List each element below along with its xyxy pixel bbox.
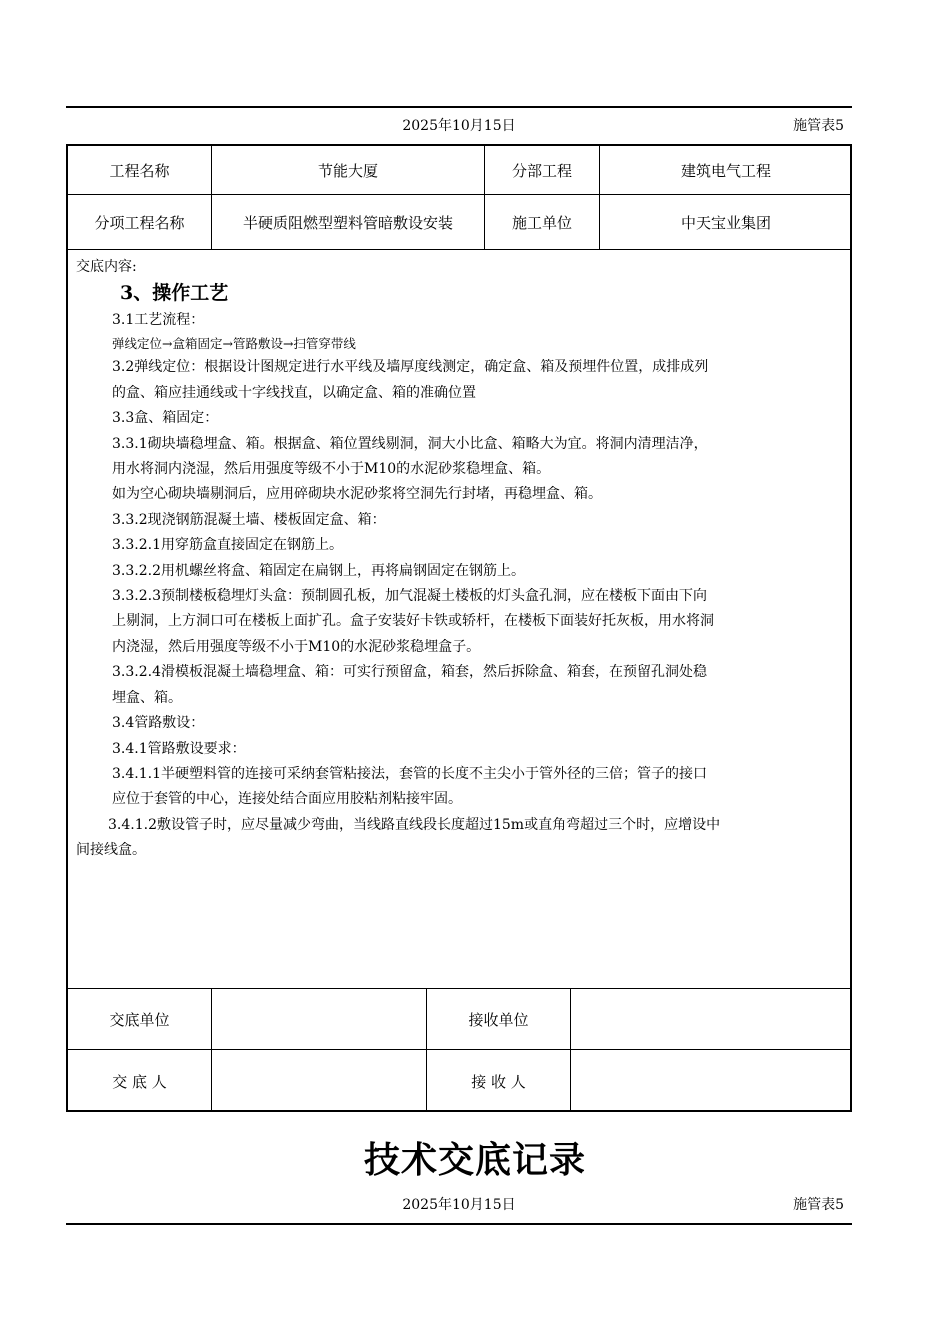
content-line: 3.4.1管路敷设要求： xyxy=(112,740,246,757)
content-line: 3.4.1.1半硬塑料管的连接可采纳套管粘接法，套管的长度不主尖小于管外径的三倍；管子的接口 xyxy=(112,765,707,782)
content-line: 3.3.2.4滑模板混凝土墙稳埋盒、箱：可实行预留盒，箱套，然后拆除盒、箱套，在预留孔洞处稳 xyxy=(112,664,707,681)
content-line: 3.3盒、箱固定： xyxy=(112,410,219,427)
division-label: 分部工程 xyxy=(511,161,572,180)
row-divider xyxy=(68,249,850,250)
header-form-number: 施管表5 xyxy=(793,118,844,134)
document-title: 技术交底记录 xyxy=(363,1140,586,1181)
content-line: 用水将洞内浇湿，然后用强度等级不小于M10的水泥砂浆稳埋盒、箱。 xyxy=(112,461,551,478)
issuer-signature-field[interactable] xyxy=(212,1050,426,1112)
contractor-label: 施工单位 xyxy=(511,213,572,232)
disclosure-form xyxy=(66,144,852,1112)
content-line: 上剔洞，上方洞口可在楼板上面扩孔。盒子安装好卡铁或轿杆，在楼板下面装好托灰板，用水将洞 xyxy=(112,613,714,630)
issuer-unit-field[interactable] xyxy=(212,989,426,1049)
top-rule xyxy=(66,106,852,108)
content-line: 3.3.2.3预制楼板稳埋灯头盒：预制圆孔板，加气混凝土楼板的灯头盒孔洞，应在楼板下面由下向 xyxy=(112,588,707,605)
content-line: 应位于套管的中心，连接处结合面应用胶粘剂粘接牢固。 xyxy=(112,791,462,808)
content-line: 间接线盒。 xyxy=(76,842,146,859)
content-line: 3.3.1砌块墙稳埋盒、箱。根据盒、箱位置线剔洞，洞大小比盒、箱略大为宜。将洞内清理洁净， xyxy=(112,435,708,452)
section-heading: 3、操作工艺 xyxy=(120,282,229,304)
receiver-label: 接 收 人 xyxy=(471,1072,526,1091)
project-name-value: 节能大厦 xyxy=(317,161,378,180)
division-value: 建筑电气工程 xyxy=(680,161,771,180)
receiver-unit-field[interactable] xyxy=(571,989,852,1049)
content-label: 交底内容: xyxy=(76,259,137,275)
issuer-unit-label: 交底单位 xyxy=(109,1010,170,1029)
content-line: 3.3.2.2用机螺丝将盒、箱固定在扁钢上，再将扁钢固定在钢筋上。 xyxy=(112,562,525,579)
content-line: 内浇湿，然后用强度等级不小于M10的水泥砂浆稳埋盒子。 xyxy=(112,638,481,655)
project-name-label: 工程名称 xyxy=(109,161,170,180)
content-line: 3.3.2现浇钢筋混凝土墙、楼板固定盒、箱： xyxy=(112,511,386,528)
content-line: 3.4管路敷设： xyxy=(112,715,205,732)
header-date: 2025年10月15日 xyxy=(402,118,516,134)
content-line: 3.3.2.1用穿筋盒直接固定在钢筋上。 xyxy=(112,537,343,554)
content-line: 埋盒、箱。 xyxy=(112,689,182,706)
content-line: 3.4.1.2敷设管子时，应尽量减少弯曲，当线路直线段长度超过15m或直角弯超过三个时，应增设中 xyxy=(108,816,721,833)
subitem-value: 半硬质阻燃型塑料管暗敷设安装 xyxy=(242,213,453,232)
receiver-unit-label: 接收单位 xyxy=(468,1010,529,1029)
contractor-value: 中天宝业集团 xyxy=(680,213,771,232)
receiver-signature-field[interactable] xyxy=(571,1050,852,1112)
subitem-label: 分项工程名称 xyxy=(94,213,185,232)
footer-form-number: 施管表5 xyxy=(793,1197,844,1213)
content-line: 弹线定位→盒箱固定→管路敷设→扫管穿带线 xyxy=(112,336,356,352)
footer-date: 2025年10月15日 xyxy=(402,1197,516,1213)
issuer-label: 交 底 人 xyxy=(112,1072,167,1091)
bottom-rule xyxy=(66,1223,852,1225)
content-line: 的盒、箱应挂通线或十字线找直，以确定盒、箱的准确位置 xyxy=(112,384,476,401)
content-line: 3.2弹线定位：根据设计图规定进行水平线及墙厚度线测定，确定盒、箱及预埋件位置，成排成列 xyxy=(112,359,709,376)
content-line: 3.1工艺流程： xyxy=(112,312,205,328)
disclosure-content xyxy=(76,256,842,864)
content-line: 如为空心砌块墙剔洞后，应用碎砌块水泥砂浆将空洞先行封堵，再稳埋盒、箱。 xyxy=(112,486,602,503)
